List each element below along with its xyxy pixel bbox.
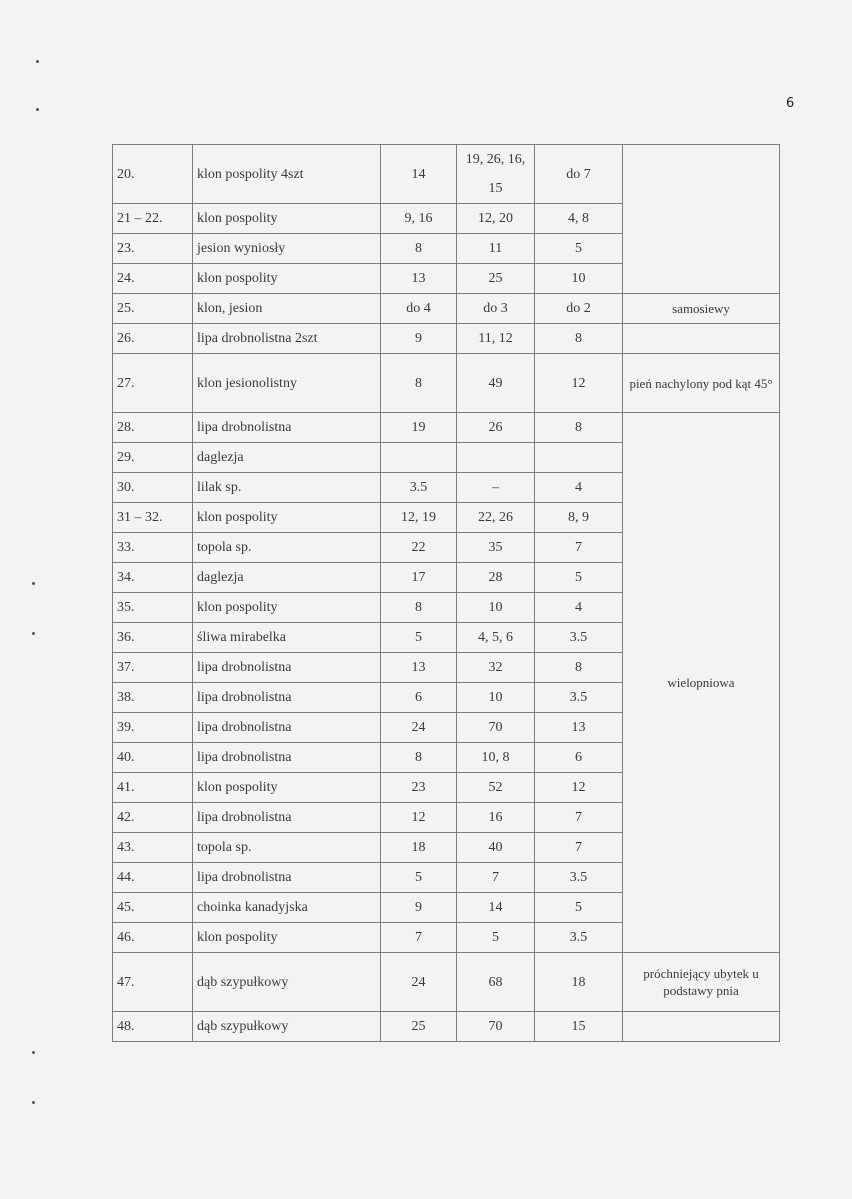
table-row	[113, 1012, 780, 1042]
species-name: klon pospolity	[193, 264, 381, 294]
species-name: klon pospolity	[193, 923, 381, 953]
height-value: 8	[535, 413, 623, 443]
height-value: 5	[535, 563, 623, 593]
diameter-value: 5	[381, 623, 457, 653]
species-name: klon pospolity	[193, 773, 381, 803]
notes-cell: próchniejący ubytek u podstawy pnia	[623, 953, 780, 1012]
diameter-value: 9	[381, 324, 457, 354]
diameter-value: 5	[381, 863, 457, 893]
diameter-value: 24	[381, 713, 457, 743]
row-number: 31 – 32.	[113, 503, 193, 533]
height-value: 7	[535, 833, 623, 863]
notes-cell: wielopniowa	[623, 413, 780, 953]
row-number: 40.	[113, 743, 193, 773]
diameter-value	[381, 443, 457, 473]
diameter-value: 18	[381, 833, 457, 863]
circumference-value: 14	[457, 893, 535, 923]
row-number: 27.	[113, 354, 193, 413]
diameter-value: 12, 19	[381, 503, 457, 533]
height-value: 12	[535, 773, 623, 803]
diameter-value: 8	[381, 593, 457, 623]
species-name: lipa drobnolistna	[193, 683, 381, 713]
height-value: 12	[535, 354, 623, 413]
table-row	[113, 294, 780, 324]
height-value: 4, 8	[535, 204, 623, 234]
diameter-value: 3.5	[381, 473, 457, 503]
circumference-value: 4, 5, 6	[457, 623, 535, 653]
diameter-value: 8	[381, 234, 457, 264]
species-name: daglezja	[193, 443, 381, 473]
species-name: klon pospolity	[193, 503, 381, 533]
species-name: choinka kanadyjska	[193, 893, 381, 923]
scan-speck	[32, 632, 35, 635]
diameter-value: do 4	[381, 294, 457, 324]
row-number: 43.	[113, 833, 193, 863]
height-value: 15	[535, 1012, 623, 1042]
scan-speck	[32, 582, 35, 585]
page-number: 6	[786, 96, 795, 111]
diameter-value: 13	[381, 264, 457, 294]
circumference-value: 68	[457, 953, 535, 1012]
row-number: 29.	[113, 443, 193, 473]
circumference-value: –	[457, 473, 535, 503]
row-number: 45.	[113, 893, 193, 923]
row-number: 44.	[113, 863, 193, 893]
species-name: daglezja	[193, 563, 381, 593]
row-number: 46.	[113, 923, 193, 953]
row-number: 20.	[113, 145, 193, 204]
species-name: lipa drobnolistna	[193, 713, 381, 743]
row-number: 24.	[113, 264, 193, 294]
circumference-value: 52	[457, 773, 535, 803]
species-name: dąb szypułkowy	[193, 953, 381, 1012]
notes-cell	[623, 1012, 780, 1042]
height-value: 4	[535, 473, 623, 503]
scan-speck	[36, 108, 39, 111]
height-value: 10	[535, 264, 623, 294]
circumference-value: 5	[457, 923, 535, 953]
height-value: 3.5	[535, 863, 623, 893]
circumference-value: 10, 8	[457, 743, 535, 773]
diameter-value: 25	[381, 1012, 457, 1042]
table-row	[113, 413, 780, 443]
diameter-value: 23	[381, 773, 457, 803]
height-value: do 7	[535, 145, 623, 204]
row-number: 28.	[113, 413, 193, 443]
species-name: lipa drobnolistna	[193, 743, 381, 773]
diameter-value: 8	[381, 743, 457, 773]
height-value: 8, 9	[535, 503, 623, 533]
row-number: 41.	[113, 773, 193, 803]
diameter-value: 9, 16	[381, 204, 457, 234]
row-number: 30.	[113, 473, 193, 503]
diameter-value: 14	[381, 145, 457, 204]
diameter-value: 22	[381, 533, 457, 563]
circumference-value	[457, 443, 535, 473]
row-number: 35.	[113, 593, 193, 623]
species-name: śliwa mirabelka	[193, 623, 381, 653]
row-number: 48.	[113, 1012, 193, 1042]
height-value: 8	[535, 653, 623, 683]
species-name: klon, jesion	[193, 294, 381, 324]
row-number: 34.	[113, 563, 193, 593]
species-name: topola sp.	[193, 833, 381, 863]
diameter-value: 8	[381, 354, 457, 413]
table-row	[113, 324, 780, 354]
species-name: klon jesionolistny	[193, 354, 381, 413]
circumference-value: 32	[457, 653, 535, 683]
circumference-value: 11	[457, 234, 535, 264]
circumference-value: 12, 20	[457, 204, 535, 234]
height-value: 4	[535, 593, 623, 623]
notes-cell: samosiewy	[623, 294, 780, 324]
row-number: 25.	[113, 294, 193, 324]
circumference-value: 26	[457, 413, 535, 443]
height-value: 3.5	[535, 683, 623, 713]
row-number: 42.	[113, 803, 193, 833]
row-number: 36.	[113, 623, 193, 653]
table-row	[113, 354, 780, 413]
height-value: 7	[535, 533, 623, 563]
row-number: 21 – 22.	[113, 204, 193, 234]
diameter-value: 19	[381, 413, 457, 443]
row-number: 47.	[113, 953, 193, 1012]
table-row	[113, 953, 780, 1012]
species-name: lipa drobnolistna	[193, 413, 381, 443]
circumference-value: 35	[457, 533, 535, 563]
diameter-value: 24	[381, 953, 457, 1012]
height-value	[535, 443, 623, 473]
species-name: klon pospolity 4szt	[193, 145, 381, 204]
height-value: 8	[535, 324, 623, 354]
row-number: 33.	[113, 533, 193, 563]
height-value: 5	[535, 893, 623, 923]
notes-cell	[623, 324, 780, 354]
species-name: lipa drobnolistna 2szt	[193, 324, 381, 354]
height-value: 13	[535, 713, 623, 743]
species-name: lipa drobnolistna	[193, 653, 381, 683]
circumference-value: 10	[457, 593, 535, 623]
circumference-value: 22, 26	[457, 503, 535, 533]
circumference-value: 19, 26, 16, 15	[457, 145, 535, 204]
species-name: klon pospolity	[193, 204, 381, 234]
height-value: 6	[535, 743, 623, 773]
species-name: lipa drobnolistna	[193, 803, 381, 833]
diameter-value: 7	[381, 923, 457, 953]
diameter-value: 17	[381, 563, 457, 593]
circumference-value: 10	[457, 683, 535, 713]
circumference-value: 28	[457, 563, 535, 593]
notes-cell: pień nachylony pod kąt 45°	[623, 354, 780, 413]
scan-speck	[32, 1101, 35, 1104]
circumference-value: 11, 12	[457, 324, 535, 354]
circumference-value: 16	[457, 803, 535, 833]
circumference-value: 40	[457, 833, 535, 863]
species-name: lilak sp.	[193, 473, 381, 503]
circumference-value: 7	[457, 863, 535, 893]
diameter-value: 12	[381, 803, 457, 833]
row-number: 23.	[113, 234, 193, 264]
height-value: 3.5	[535, 623, 623, 653]
circumference-value: 49	[457, 354, 535, 413]
species-name: jesion wyniosły	[193, 234, 381, 264]
circumference-value: 70	[457, 1012, 535, 1042]
diameter-value: 13	[381, 653, 457, 683]
height-value: do 2	[535, 294, 623, 324]
circumference-value: do 3	[457, 294, 535, 324]
tree-inventory-table	[112, 144, 780, 1042]
circumference-value: 70	[457, 713, 535, 743]
row-number: 38.	[113, 683, 193, 713]
row-number: 37.	[113, 653, 193, 683]
species-name: lipa drobnolistna	[193, 863, 381, 893]
species-name: topola sp.	[193, 533, 381, 563]
diameter-value: 6	[381, 683, 457, 713]
height-value: 18	[535, 953, 623, 1012]
scan-speck	[36, 60, 39, 63]
species-name: dąb szypułkowy	[193, 1012, 381, 1042]
species-name: klon pospolity	[193, 593, 381, 623]
height-value: 3.5	[535, 923, 623, 953]
circumference-value: 25	[457, 264, 535, 294]
height-value: 5	[535, 234, 623, 264]
notes-cell	[623, 145, 780, 294]
row-number: 26.	[113, 324, 193, 354]
scan-speck	[32, 1051, 35, 1054]
row-number: 39.	[113, 713, 193, 743]
height-value: 7	[535, 803, 623, 833]
table-row	[113, 145, 780, 204]
diameter-value: 9	[381, 893, 457, 923]
